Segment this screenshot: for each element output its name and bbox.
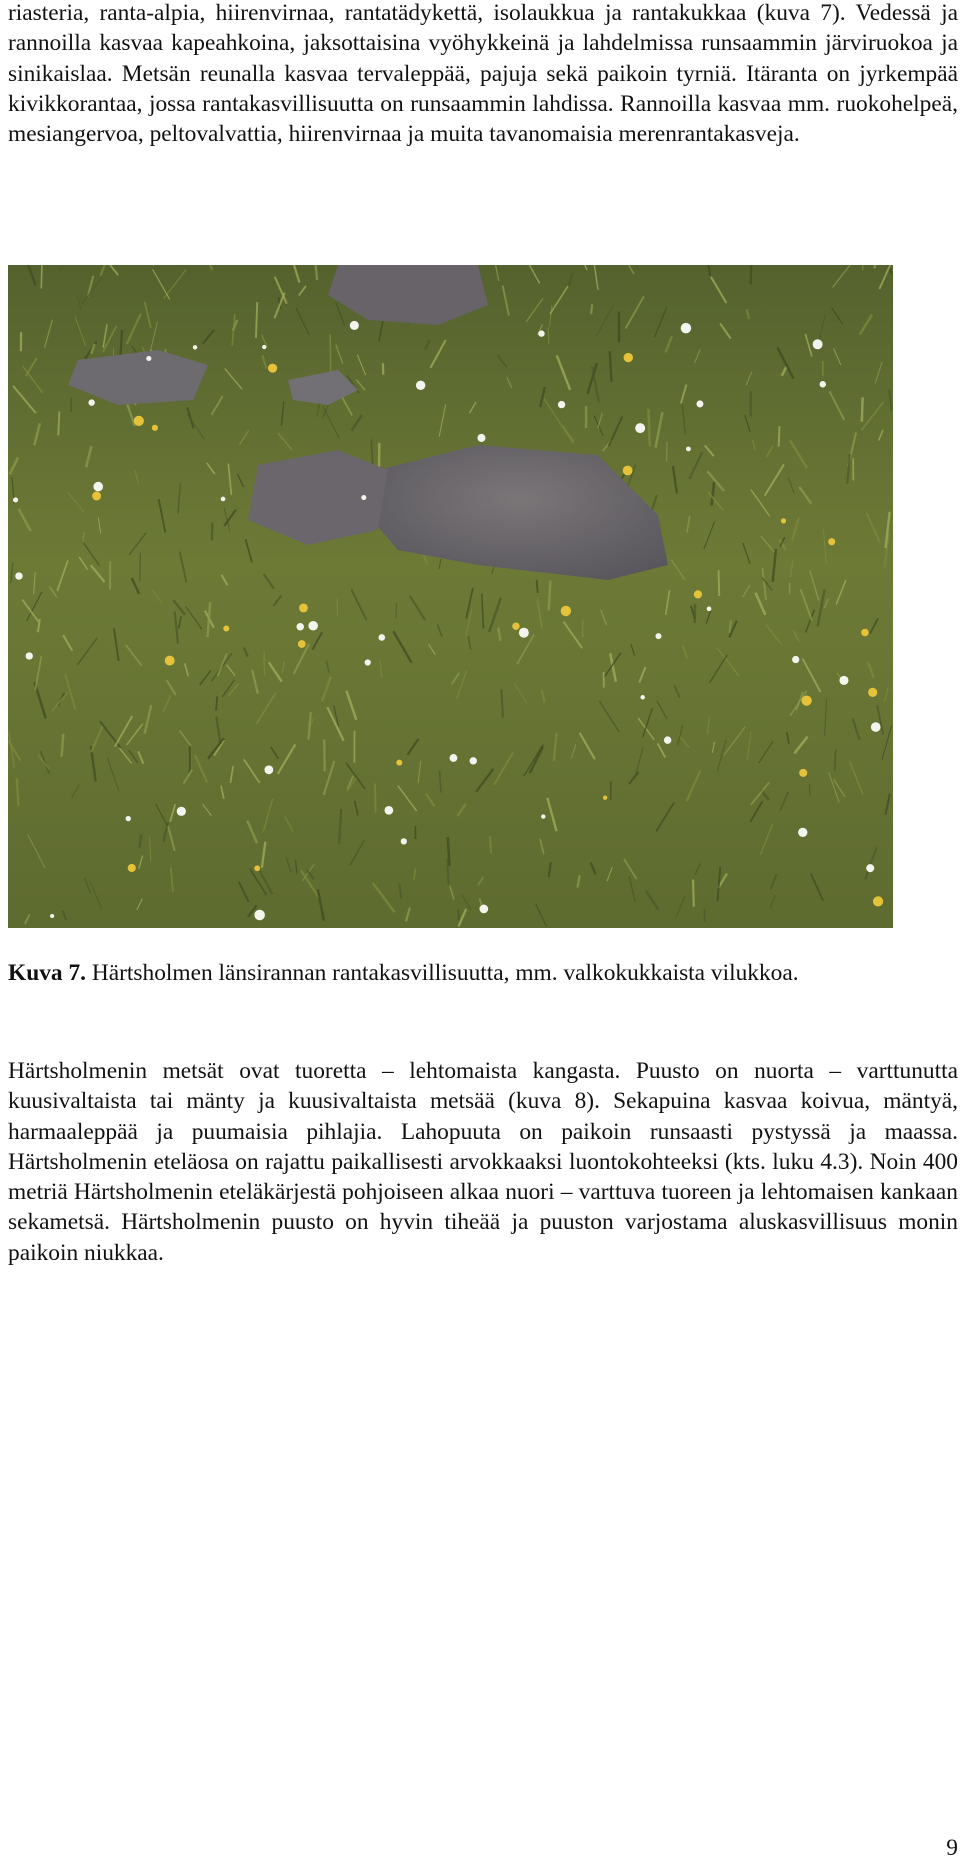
caption-text: Härtsholmen länsirannan rantakasvillisuutta, mm. valkokukkaista vilukkoa.	[91, 960, 799, 986]
shore-vegetation-photo	[8, 265, 893, 928]
body-paragraph-forest: Härtsholmenin metsät ovat tuoretta – lehtomaista kangasta. Puusto on nuorta – varttunutta kuusivaltaista tai mänty ja kuusivaltaista metsää (kuva 8). Sekapuina kasvaa koivua, mäntyä, harmaaleppää ja puumaisia pihlajia. Lahopuuta on paikoin runsaasti pystyssä ja maassa. Härtsholmenin eteläosa on rajattu paikallisesti arvokkaaksi luontokohteeksi (kts. luku 4.3). Noin 400 metriä Härtsholmenin eteläkärjestä pohjoiseen alkaa nuori – varttuva tuoreen ja lehtomaisen kankaan sekametsä. Härtsholmenin puusto on hyvin tiheää ja puuston varjostama aluskasvillisuus monin paikoin niukkaa.	[8, 1058, 958, 1266]
page-number: 9	[946, 1835, 958, 1861]
caption-label: Kuva 7.	[8, 960, 86, 986]
figure-caption	[8, 958, 958, 988]
body-paragraph-shore-vegetation: riasteria, ranta-alpia, hiirenvirnaa, rantatädykettä, isolaukkua ja rantakukkaa (kuva 7). Vedessä ja rannoilla kasvaa kapeahkoina, jaksottaisina vyöhykkeinä ja lahdelmissa runsaammin järviruokoa ja sinikaislaa. Metsän reunalla kasvaa tervaleppää, pajuja sekä paikoin tyrniä. Itäranta on jyrkempää kivikkorantaa, jossa rantakasvillisuutta on runsaammin lahdissa. Rannoilla kasvaa mm. ruokohelpeä, mesiangervoa, peltovalvattia, hiirenvirnaa ja muita tavanomaisia merenrantakasveja.	[8, 0, 958, 148]
